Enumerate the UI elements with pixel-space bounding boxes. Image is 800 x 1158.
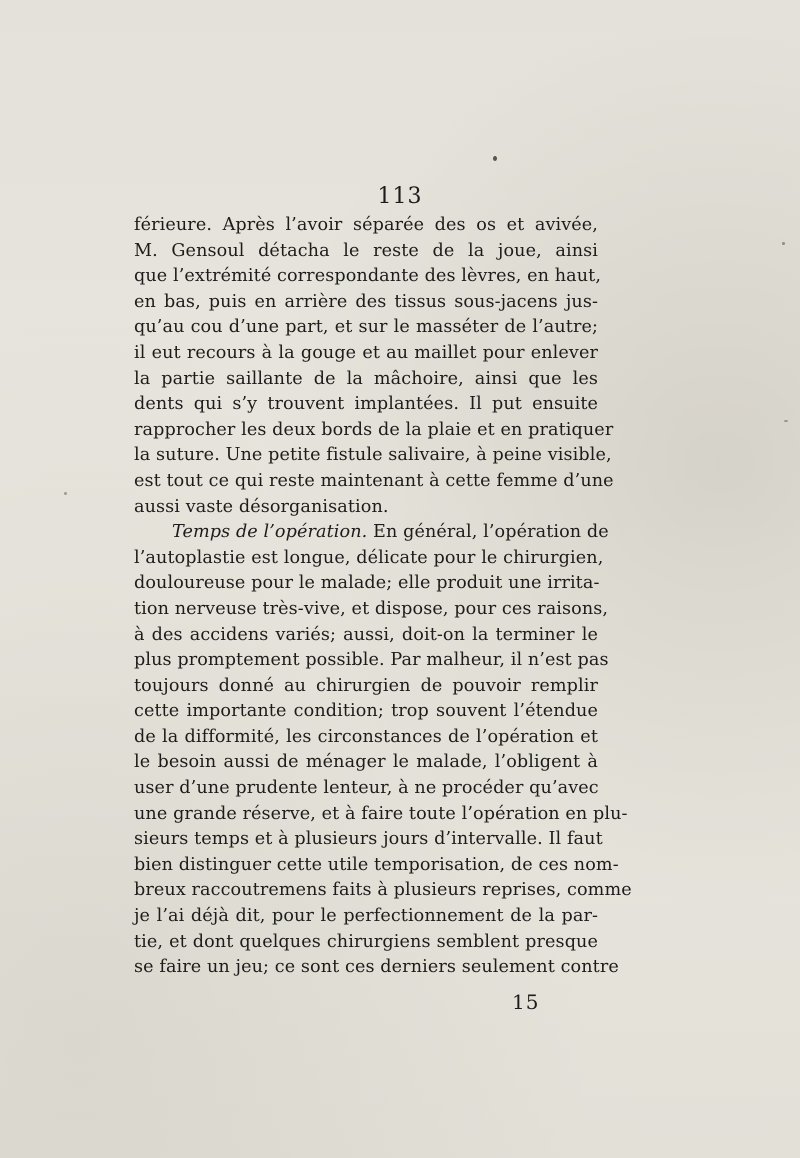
text-line: l’autoplastie est longue, délicate pour le chirurgien,: [134, 547, 604, 568]
paper-speck: [784, 420, 788, 422]
text-line: que l’extrémité correspondante des lèvres, en haut,: [134, 266, 602, 287]
text-line: le besoin aussi de ménager le malade, l’obligent à: [134, 752, 598, 773]
text-line: breux raccoutremens faits à plusieurs reprises, comme: [134, 880, 632, 901]
section-heading-italic: Temps de l’opération.: [172, 522, 368, 543]
text-line: férieure. Après l’avoir séparée des os et avivée,: [134, 215, 598, 235]
text-line: aussi vaste désorganisation.: [134, 496, 389, 517]
text-line: se faire un jeu; ce sont ces derniers seulement contre: [134, 957, 619, 978]
text-line: dents qui s’y trouvent implantées. Il put ensuite: [134, 394, 598, 415]
text-line: à des accidens variés; aussi, doit-on la terminer le: [134, 624, 598, 645]
text-line: de la difformité, les circonstances de l’opération et: [134, 726, 598, 747]
paragraph-lead-line: [134, 520, 609, 546]
text-line: il eut recours à la gouge et au maillet pour enlever: [134, 342, 598, 363]
text-line: en bas, puis en arrière des tissus sous-jacens jus-: [134, 291, 598, 312]
paper-speck: [64, 492, 67, 495]
text-line: la partie saillante de la mâchoire, ainsi que les: [134, 368, 598, 389]
text-line: la suture. Une petite fistule salivaire, à peine visible,: [134, 445, 612, 466]
page-number: 113: [377, 184, 423, 209]
text-line: je l’ai déjà dit, pour le perfectionnement de la par-: [134, 906, 598, 927]
text-line: plus promptement possible. Par malheur, il n’est pas: [134, 650, 609, 671]
text-line: est tout ce qui reste maintenant à cette femme d’une: [134, 470, 614, 491]
lead-line-rest: En général, l’opération de: [367, 522, 609, 543]
text-line: une grande réserve, et à faire toute l’opération en plu-: [134, 803, 628, 824]
text-line: bien distinguer cette utile temporisation, de ces nom-: [134, 854, 619, 875]
signature-mark: 15: [512, 990, 540, 1014]
text-line: sieurs temps et à plusieurs jours d’intervalle. Il faut: [134, 829, 603, 850]
text-line: cette importante condition; trop souvent l’étendue: [134, 701, 598, 722]
text-line: rapprocher les deux bords de la plaie et en pratiquer: [134, 419, 614, 440]
text-line: toujours donné au chirurgien de pouvoir remplir: [134, 675, 598, 696]
text-line: tion nerveuse très-vive, et dispose, pour ces raisons,: [134, 598, 609, 619]
paper-speck: [782, 242, 785, 245]
text-line: douloureuse pour le malade; elle produit une irrita-: [134, 573, 600, 594]
body-text: [134, 213, 632, 981]
text-line: qu’au cou d’une part, et sur le masséter de l’autre;: [134, 317, 598, 338]
text-line: tie, et dont quelques chirurgiens semblent presque: [134, 931, 598, 952]
text-line: M. Gensoul détacha le reste de la joue, ainsi: [134, 240, 598, 261]
text-line: user d’une prudente lenteur, à ne procéder qu’avec: [134, 778, 599, 799]
paper-speck: [493, 156, 497, 161]
